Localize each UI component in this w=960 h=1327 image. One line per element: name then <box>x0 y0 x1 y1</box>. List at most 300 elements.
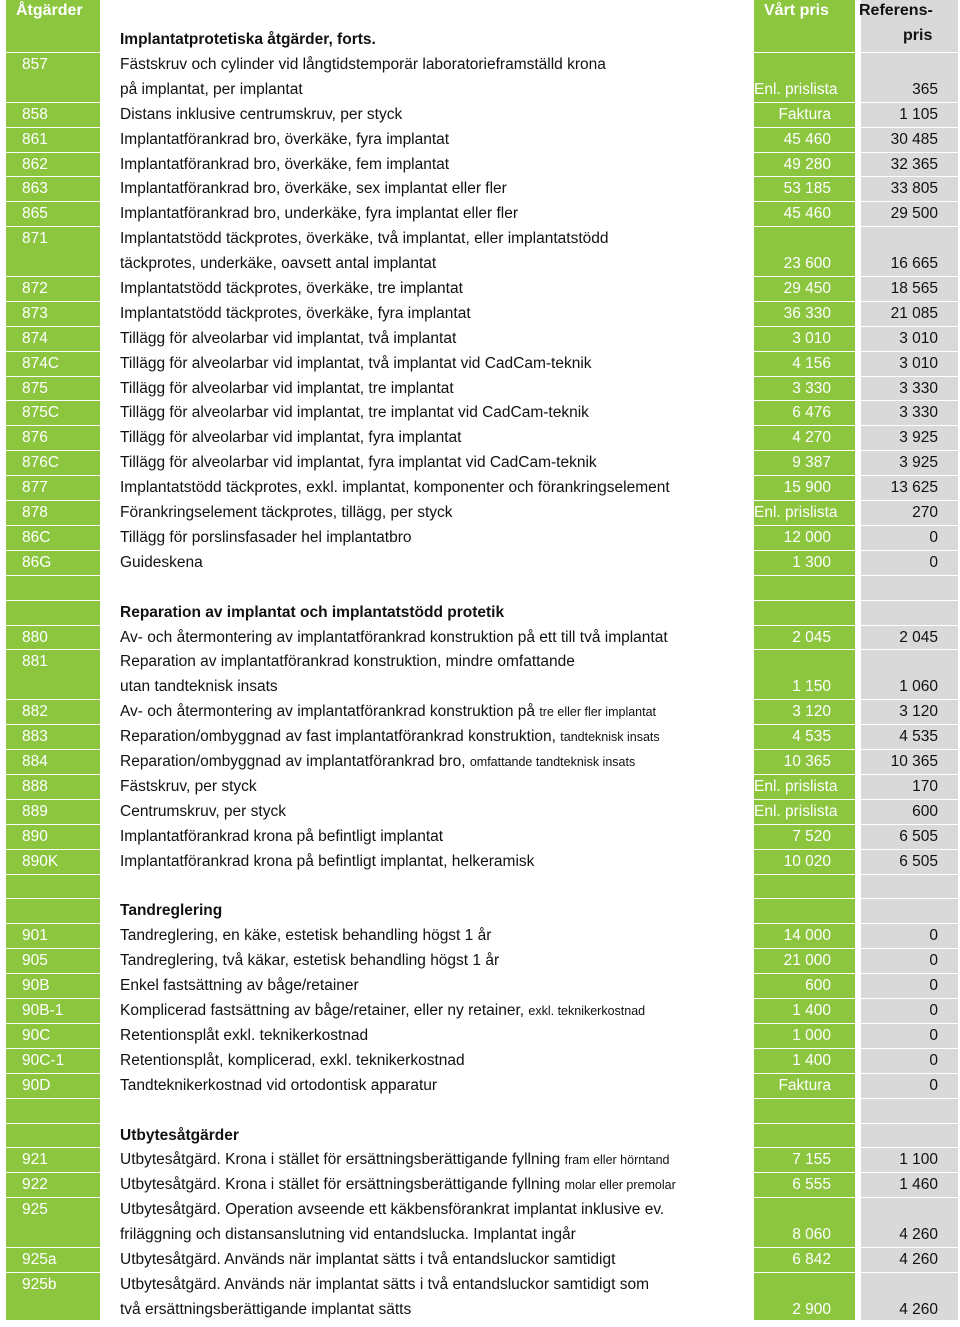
table-row <box>0 774 960 799</box>
item-description <box>120 1247 615 1272</box>
row-divider <box>6 1247 958 1248</box>
row-divider <box>6 127 958 128</box>
item-code: 925b <box>22 1276 57 1293</box>
item-description-text: Förankringselement täckprotes, tillägg, per styck <box>120 504 453 521</box>
item-code: 873 <box>22 305 48 322</box>
our-price: 2 045 <box>792 629 831 646</box>
item-description-text: Centrumskruv, per styck <box>120 803 286 820</box>
item-code: 861 <box>22 131 48 148</box>
table-row <box>0 1023 960 1048</box>
section-heading-row <box>0 898 960 923</box>
row-divider <box>6 724 958 725</box>
reference-price: 3 010 <box>899 355 938 372</box>
item-description <box>120 849 534 874</box>
row-divider <box>6 176 958 177</box>
table-row <box>0 226 960 276</box>
item-code: 925 <box>22 1201 48 1218</box>
item-description <box>120 1197 664 1222</box>
our-price: 1 400 <box>792 1002 831 1019</box>
row-divider <box>6 276 958 277</box>
item-code: 871 <box>22 230 48 247</box>
row-divider <box>6 1123 958 1124</box>
item-code: 863 <box>22 180 48 197</box>
row-divider <box>6 102 958 103</box>
reference-price: 0 <box>929 1027 938 1044</box>
item-description-note: fram eller hörntand <box>564 1153 670 1167</box>
row-divider <box>6 1172 958 1173</box>
item-code: 890K <box>22 853 59 870</box>
item-description <box>120 973 359 998</box>
item-description <box>120 699 656 725</box>
item-description <box>120 749 635 775</box>
our-price: 15 900 <box>783 479 831 496</box>
item-description <box>120 52 606 77</box>
item-code: 925a <box>22 1251 57 1268</box>
item-description-text: Implantatförankrad bro, överkäke, sex implantat eller fler <box>120 180 507 197</box>
row-divider <box>6 152 958 153</box>
row-divider <box>6 749 958 750</box>
our-price: 6 555 <box>792 1176 831 1193</box>
item-description <box>120 475 670 500</box>
item-description-note: tandteknisk insats <box>560 730 660 744</box>
reference-price: 4 535 <box>899 728 938 745</box>
reference-price: 270 <box>912 504 938 521</box>
item-description <box>120 550 203 575</box>
item-description <box>120 326 456 351</box>
section-heading-row <box>0 600 960 625</box>
item-description <box>120 1172 676 1198</box>
our-price: 1 400 <box>792 1052 831 1069</box>
table-row <box>0 1073 960 1098</box>
item-description-text: Utbytesåtgärd. Krona i stället för ersättningsberättigande fyllning <box>120 1176 561 1193</box>
reference-price: 3 120 <box>899 703 938 720</box>
our-price: 12 000 <box>783 529 831 546</box>
our-price: 14 000 <box>783 927 831 944</box>
header-reference-price-line1: Referens- <box>859 2 933 19</box>
item-description-text: Implantatförankrad bro, överkäke, fem implantat <box>120 156 450 173</box>
item-description <box>120 351 592 376</box>
row-divider <box>6 600 958 601</box>
item-description-line2: på implantat, per implantat <box>120 81 303 98</box>
row-divider <box>6 550 958 551</box>
reference-price: 0 <box>929 927 938 944</box>
item-description-text: Reparation av implantatförankrad konstruktion, mindre omfattande <box>120 653 575 670</box>
our-price: 45 460 <box>783 205 831 222</box>
section-title: Reparation av implantat och implantatstödd protetik <box>120 604 505 621</box>
item-code: 874 <box>22 330 48 347</box>
row-divider <box>6 376 958 377</box>
our-price: 4 156 <box>792 355 831 372</box>
row-divider <box>6 973 958 974</box>
item-description <box>120 201 518 226</box>
item-description <box>120 226 609 251</box>
table-row <box>0 425 960 450</box>
item-description <box>120 998 645 1024</box>
our-price: 8 060 <box>792 1226 831 1243</box>
spacer-row <box>0 874 960 899</box>
row-divider <box>6 301 958 302</box>
header-our-price: Vårt pris <box>764 2 829 19</box>
item-description <box>120 450 597 475</box>
reference-price: 0 <box>929 1052 938 1069</box>
our-price: 4 270 <box>792 429 831 446</box>
our-price: Enl. prislista <box>754 504 838 521</box>
row-divider <box>6 326 958 327</box>
row-divider <box>6 1322 958 1323</box>
item-code: 882 <box>22 703 48 720</box>
reference-price: 0 <box>929 554 938 571</box>
item-description-text: Implantatstödd täckprotes, överkäke, tre implantat <box>120 280 463 297</box>
reference-price: 6 505 <box>899 828 938 845</box>
item-description-note: exkl. teknikerkostnad <box>528 1004 646 1018</box>
reference-price: 1 105 <box>899 106 938 123</box>
table-row <box>0 1247 960 1272</box>
item-description <box>120 376 454 401</box>
item-description <box>120 525 412 550</box>
table-row <box>0 475 960 500</box>
table-row <box>0 973 960 998</box>
item-description <box>120 1048 465 1073</box>
table-row <box>0 1172 960 1197</box>
our-price: 53 185 <box>783 180 831 197</box>
item-code: 90D <box>22 1077 51 1094</box>
item-description-text: Av- och återmontering av implantatförankrad konstruktion på ett till två implantat <box>120 629 668 646</box>
item-description <box>120 923 491 948</box>
our-price: Faktura <box>778 1077 831 1094</box>
item-description <box>120 948 499 973</box>
row-divider <box>6 450 958 451</box>
item-description <box>120 625 668 650</box>
item-description <box>120 1023 368 1048</box>
row-divider <box>6 649 958 650</box>
row-divider <box>6 475 958 476</box>
item-code: 878 <box>22 504 48 521</box>
section-title: Implantatprotetiska åtgärder, forts. <box>120 31 376 48</box>
item-code: 876 <box>22 429 48 446</box>
table-row <box>0 500 960 525</box>
table-row <box>0 923 960 948</box>
table-row <box>0 201 960 226</box>
our-price: 36 330 <box>783 305 831 322</box>
reference-price: 16 665 <box>890 255 938 272</box>
our-price: 7 520 <box>792 828 831 845</box>
item-code: 874C <box>22 355 60 372</box>
item-description-line2: utan tandteknisk insats <box>120 678 278 695</box>
item-description <box>120 1272 649 1297</box>
table-row <box>0 152 960 177</box>
reference-price: 3 330 <box>899 380 938 397</box>
item-code: 865 <box>22 205 48 222</box>
table-row <box>0 1048 960 1073</box>
row-divider <box>6 948 958 949</box>
row-divider <box>6 400 958 401</box>
reference-price: 1 060 <box>899 678 938 695</box>
item-code: 90B-1 <box>22 1002 64 1019</box>
our-price: Enl. prislista <box>754 81 838 98</box>
item-code: 889 <box>22 803 48 820</box>
item-description-text: Av- och återmontering av implantatförankrad konstruktion på <box>120 703 535 720</box>
reference-price: 0 <box>929 1002 938 1019</box>
table-row <box>0 749 960 774</box>
item-description-text: Retentionsplåt, komplicerad, exkl. teknikerkostnad <box>120 1052 465 1069</box>
our-price: 6 476 <box>792 404 831 421</box>
item-description-note: omfattande tandteknisk insats <box>469 755 636 769</box>
item-description-text: Implantatstödd täckprotes, överkäke, två implantat, eller implantatstödd <box>120 230 609 247</box>
item-description <box>120 1147 670 1173</box>
table-row <box>0 849 960 874</box>
item-code: 875 <box>22 380 48 397</box>
table-row <box>0 699 960 724</box>
row-divider <box>6 1048 958 1049</box>
reference-price: 10 365 <box>890 753 938 770</box>
table-row <box>0 625 960 650</box>
item-description-line2: två ersättningsberättigande implantat sätts <box>120 1301 412 1318</box>
item-description-text: Retentionsplåt exkl. teknikerkostnad <box>120 1027 369 1044</box>
table-row <box>0 724 960 749</box>
item-code: 872 <box>22 280 48 297</box>
item-code: 922 <box>22 1176 48 1193</box>
reference-price: 365 <box>912 81 938 98</box>
our-price: 9 387 <box>792 454 831 471</box>
reference-price: 1 100 <box>899 1151 938 1168</box>
reference-price: 2 045 <box>899 629 938 646</box>
item-description-text: Utbytesåtgärd. Används när implantat sätts i två entandsluckor samtidigt <box>120 1251 616 1268</box>
row-divider <box>6 1147 958 1148</box>
item-code: 857 <box>22 56 48 73</box>
item-description <box>120 1073 437 1098</box>
item-code: 86G <box>22 554 52 571</box>
table-row <box>0 52 960 102</box>
reference-price: 0 <box>929 529 938 546</box>
our-price: 10 365 <box>783 753 831 770</box>
reference-price: 29 500 <box>890 205 938 222</box>
table-row <box>0 127 960 152</box>
our-price: 23 600 <box>783 255 831 272</box>
table-row <box>0 525 960 550</box>
our-price: Enl. prislista <box>754 803 838 820</box>
reference-price: 4 260 <box>899 1251 938 1268</box>
table-row <box>0 998 960 1023</box>
row-divider <box>6 351 958 352</box>
reference-price: 600 <box>912 803 938 820</box>
our-price: 29 450 <box>783 280 831 297</box>
item-description-text: Utbytesåtgärd. Operation avseende ett käkbensförankrat implantat inklusive ev. <box>120 1201 665 1218</box>
our-price: 2 900 <box>792 1301 831 1318</box>
item-description-text: Implantatstödd täckprotes, överkäke, fyra implantat <box>120 305 471 322</box>
reference-price: 3 010 <box>899 330 938 347</box>
item-code: 881 <box>22 653 48 670</box>
row-divider <box>6 625 958 626</box>
item-description-text: Tillägg för porslinsfasader hel implantatbro <box>120 529 412 546</box>
item-description-text: Tillägg för alveolarbar vid implantat, tre implantat vid CadCam-teknik <box>120 404 589 421</box>
row-divider <box>6 1197 958 1198</box>
reference-price: 13 625 <box>890 479 938 496</box>
item-code: 90C-1 <box>22 1052 65 1069</box>
item-description-text: Implantatstödd täckprotes, exkl. implantat, komponenter och förankringselement <box>120 479 670 496</box>
row-divider <box>6 575 958 576</box>
table-row <box>0 1197 960 1247</box>
item-code: 862 <box>22 156 48 173</box>
table-row <box>0 400 960 425</box>
reference-price: 3 925 <box>899 454 938 471</box>
our-price: 600 <box>805 977 831 994</box>
table-row <box>0 948 960 973</box>
our-price: 3 120 <box>792 703 831 720</box>
item-description <box>120 276 463 301</box>
item-description-note: molar eller premolar <box>564 1178 676 1192</box>
row-divider <box>6 525 958 526</box>
item-code: 884 <box>22 753 48 770</box>
item-code: 890 <box>22 828 48 845</box>
row-divider <box>6 425 958 426</box>
table-row <box>0 176 960 201</box>
row-divider <box>6 998 958 999</box>
item-description <box>120 799 286 824</box>
row-divider <box>6 824 958 825</box>
item-description <box>120 500 453 525</box>
item-description-text: Distans inklusive centrumskruv, per styck <box>120 106 403 123</box>
row-divider <box>6 799 958 800</box>
table-row <box>0 450 960 475</box>
reference-price: 3 330 <box>899 404 938 421</box>
reference-price: 3 925 <box>899 429 938 446</box>
row-divider <box>6 699 958 700</box>
our-price: 1 300 <box>792 554 831 571</box>
table-row <box>0 1147 960 1172</box>
item-description-text: Reparation/ombyggnad av implantatförankrad bro, <box>120 753 466 770</box>
row-divider <box>6 1272 958 1273</box>
item-description-text: Utbytesåtgärd. Krona i stället för ersättningsberättigande fyllning <box>120 1151 561 1168</box>
item-description <box>120 127 449 152</box>
our-price: 49 280 <box>783 156 831 173</box>
reference-price: 170 <box>912 778 938 795</box>
table-row <box>0 102 960 127</box>
row-divider <box>6 1023 958 1024</box>
item-description <box>120 400 589 425</box>
item-description-text: Reparation/ombyggnad av fast implantatförankrad konstruktion, <box>120 728 556 745</box>
section-heading-row <box>0 27 960 52</box>
reference-price: 21 085 <box>890 305 938 322</box>
reference-price: 1 460 <box>899 1176 938 1193</box>
row-divider <box>6 923 958 924</box>
item-description-text: Tandteknikerkostnad vid ortodontisk apparatur <box>120 1077 438 1094</box>
item-description <box>120 649 575 674</box>
table-row <box>0 799 960 824</box>
reference-price: 32 365 <box>890 156 938 173</box>
item-code: 876C <box>22 454 60 471</box>
item-description-line2: friläggning och distansanslutning vid entandslucka. Implantat ingår <box>120 1226 576 1243</box>
section-heading-row <box>0 1123 960 1148</box>
item-description-line2: täckprotes, underkäke, oavsett antal implantat <box>120 255 437 272</box>
our-price: 7 155 <box>792 1151 831 1168</box>
row-divider <box>6 1098 958 1099</box>
reference-price: 0 <box>929 952 938 969</box>
item-code: 90B <box>22 977 50 994</box>
row-divider <box>6 774 958 775</box>
row-divider <box>6 226 958 227</box>
item-description-note: tre eller fler implantat <box>539 705 657 719</box>
reference-price: 4 260 <box>899 1226 938 1243</box>
spacer-row <box>0 575 960 600</box>
table-row <box>0 649 960 699</box>
item-description-text: Tillägg för alveolarbar vid implantat, två implantat <box>120 330 457 347</box>
item-description <box>120 774 257 799</box>
our-price: 21 000 <box>783 952 831 969</box>
item-description-text: Implantatförankrad bro, överkäke, fyra implantat <box>120 131 450 148</box>
table-row <box>0 376 960 401</box>
our-price: 1 150 <box>792 678 831 695</box>
header-reference-price-line2: pris <box>903 27 933 44</box>
our-price: 3 330 <box>792 380 831 397</box>
row-divider <box>6 52 958 53</box>
item-description-text: Enkel fastsättning av båge/retainer <box>120 977 359 994</box>
item-description <box>120 425 461 450</box>
item-code: 858 <box>22 106 48 123</box>
section-title: Tandreglering <box>120 902 223 919</box>
row-divider <box>6 898 958 899</box>
section-title: Utbytesåtgärder <box>120 1127 239 1144</box>
item-description-text: Tillägg för alveolarbar vid implantat, fyra implantat <box>120 429 462 446</box>
item-code: 880 <box>22 629 48 646</box>
reference-price: 30 485 <box>890 131 938 148</box>
item-description-text: Guideskena <box>120 554 203 571</box>
our-price: 3 010 <box>792 330 831 347</box>
table-row <box>0 301 960 326</box>
item-description-text: Komplicerad fastsättning av båge/retainer, eller ny retainer, <box>120 1002 525 1019</box>
row-divider <box>6 500 958 501</box>
our-price: 4 535 <box>792 728 831 745</box>
item-code: 86C <box>22 529 51 546</box>
our-price: 6 842 <box>792 1251 831 1268</box>
item-description-text: Utbytesåtgärd. Används när implantat sätts i två entandsluckor samtidigt som <box>120 1276 649 1293</box>
row-divider <box>6 874 958 875</box>
our-price: 1 000 <box>792 1027 831 1044</box>
item-description-text: Tillägg för alveolarbar vid implantat, fyra implantat vid CadCam-teknik <box>120 454 597 471</box>
item-code: 901 <box>22 927 48 944</box>
reference-price: 18 565 <box>890 280 938 297</box>
item-description-text: Implantatförankrad krona på befintligt implantat, helkeramisk <box>120 853 535 870</box>
item-description <box>120 152 449 177</box>
reference-price: 0 <box>929 1077 938 1094</box>
table-row <box>0 1272 960 1322</box>
our-price: 10 020 <box>783 853 831 870</box>
item-description <box>120 824 443 849</box>
item-code: 875C <box>22 404 60 421</box>
item-description-text: Fästskruv och cylinder vid långtidstemporär laboratorieframställd krona <box>120 56 606 73</box>
header-code: Åtgärder <box>16 2 83 19</box>
table-row <box>0 550 960 575</box>
item-description-text: Fästskruv, per styck <box>120 778 257 795</box>
item-description-text: Tandreglering, en käke, estetisk behandling högst 1 år <box>120 927 492 944</box>
item-code: 877 <box>22 479 48 496</box>
reference-price: 4 260 <box>899 1301 938 1318</box>
item-description <box>120 724 660 750</box>
table-row <box>0 326 960 351</box>
our-price: 45 460 <box>783 131 831 148</box>
row-divider <box>6 849 958 850</box>
item-code: 905 <box>22 952 48 969</box>
item-code: 888 <box>22 778 48 795</box>
item-code: 921 <box>22 1151 48 1168</box>
table-row <box>0 351 960 376</box>
spacer-row <box>0 1098 960 1123</box>
item-description <box>120 301 471 326</box>
item-code: 90C <box>22 1027 51 1044</box>
table-row <box>0 276 960 301</box>
reference-price: 0 <box>929 977 938 994</box>
our-price: Faktura <box>778 106 831 123</box>
item-description-text: Tandreglering, två käkar, estetisk behandling högst 1 år <box>120 952 500 969</box>
